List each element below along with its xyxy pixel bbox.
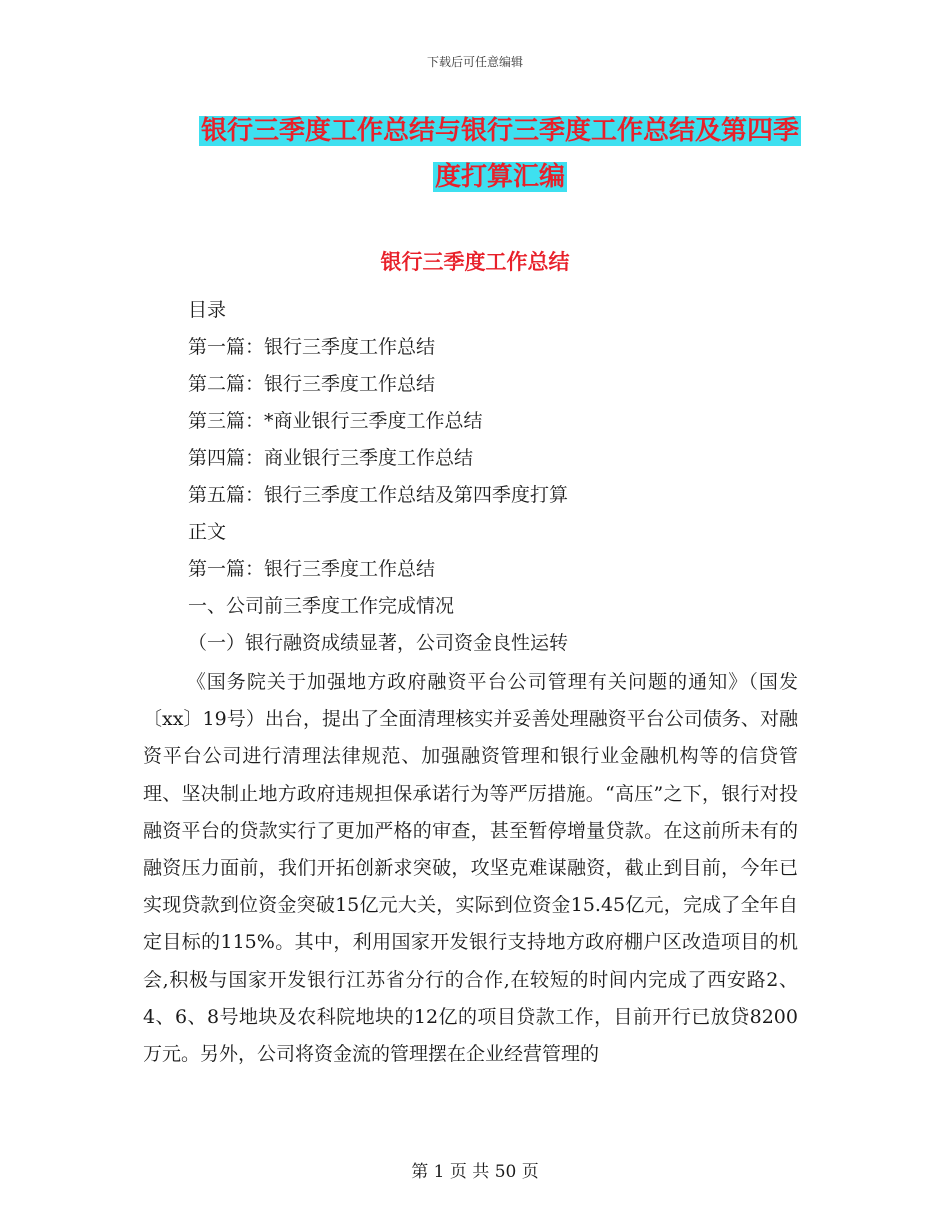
- part-heading: 第一篇：银行三季度工作总结: [188, 558, 436, 580]
- document-title: [150, 108, 850, 200]
- body-paragraph: 《国务院关于加强地方政府融资平台公司管理有关问题的通知》（国发〔xx〕19号）出台，提出了全面清理核实并妥善处理融资平台公司债务、对融资平台公司进行清理法律规范、加强融资管理和银行业金融机构等的信贷管理、坚决制止地方政府违规担保承诺行为等严厉措施。“高压”之下，银行对投融资平台的贷款实行了更加严格的审查，甚至暂停增量贷款。在这前所未有的融资压力面前，我们开拓创新求突破，攻坚克难谋融资，截止到目前，今年已实现贷款到位资金突破15亿元大关，实际到位资金15.45亿元，完成了全年自定目标的115%。其中，利用国家开发银行支持地方政府棚户区改造项目的机会,积极与国家开发银行江苏省分行的合作,在较短的时间内完成了西安路2、4、6、8号地块及农科院地块的12亿的项目贷款工作，目前开行已放贷8200万元。另外，公司将资金流的管理摆在企业经营管理的: [143, 671, 798, 1066]
- toc-item: 第四篇：商业银行三季度工作总结: [188, 447, 474, 469]
- toc-item: 第一篇：银行三季度工作总结: [188, 336, 436, 358]
- subheading-1: 一、公司前三季度工作完成情况: [188, 595, 455, 617]
- toc-item: 第二篇：银行三季度工作总结: [188, 373, 436, 395]
- subheading-2: （一）银行融资成绩显著，公司资金良性运转: [188, 632, 569, 654]
- toc-item: 第五篇：银行三季度工作总结及第四季度打算: [188, 484, 569, 506]
- table-of-contents: [188, 292, 828, 662]
- title-line-1: 银行三季度工作总结与银行三季度工作总结及第四季: [200, 116, 799, 146]
- page-footer: 第 1 页 共 50 页: [411, 1162, 539, 1182]
- section-title: 银行三季度工作总结: [380, 249, 570, 274]
- page-header: 下载后可任意编辑: [426, 55, 523, 69]
- toc-heading: 目录: [188, 299, 227, 321]
- body-label: 正文: [188, 521, 227, 543]
- title-line-2: 度打算汇编: [434, 162, 565, 192]
- toc-item: 第三篇：*商业银行三季度工作总结: [188, 410, 483, 432]
